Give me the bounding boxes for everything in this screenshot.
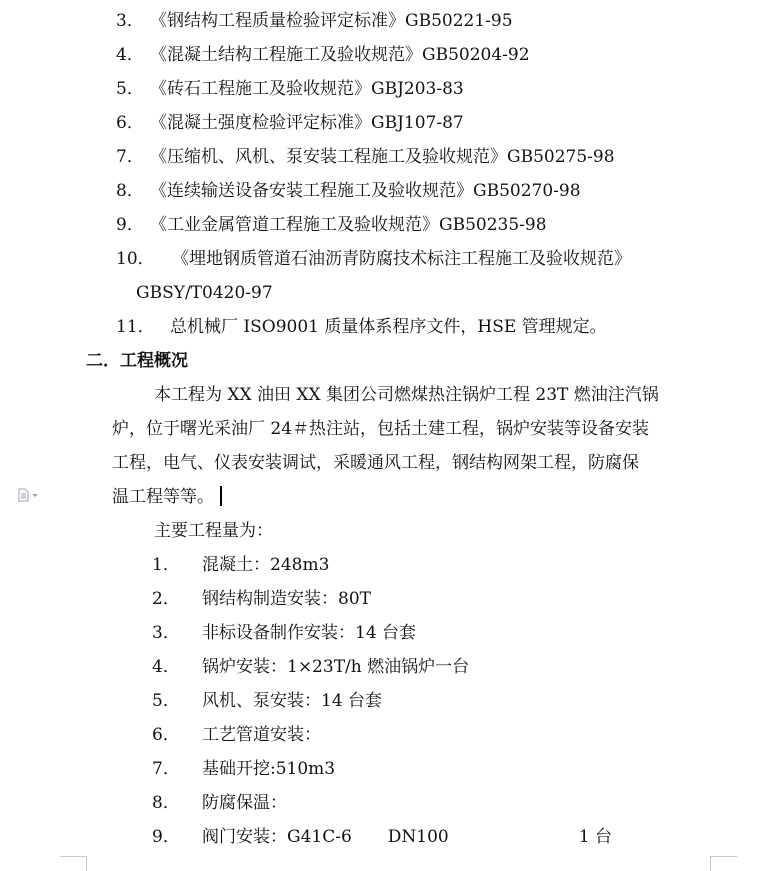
quantity-item: 2． 钢结构制造安装：80T (152, 589, 371, 609)
quantities-intro: 主要工程量为： (154, 521, 273, 541)
reference-item: 3． 《钢结构工程质量检验评定标准》GB50221-95 (116, 11, 513, 31)
reference-item-11: 11． 总机械厂 ISO9001 质量体系程序文件，HSE 管理规定。 (116, 317, 607, 337)
quantity-item-9: 9． 阀门安装：G41C-6 DN100 1 台 (152, 827, 612, 847)
reference-item: 5． 《砖石工程施工及验收规范》GBJ203-83 (116, 79, 464, 99)
reference-item-10: 10． 《埋地钢质管道石油沥青防腐技术标注工程施工及验收规范》 (116, 249, 631, 269)
quantity-item: 3． 非标设备制作安装：14 台套 (152, 623, 417, 643)
overview-paragraph-line: 工程，电气、仪表安装调试，采暖通风工程，钢结构网架工程，防腐保 (112, 453, 639, 473)
reference-item: 6． 《混凝土强度检验评定标准》GBJ107-87 (116, 113, 464, 133)
quantity-item: 1． 混凝土：248m3 (152, 555, 330, 575)
quantity-item: 7． 基础开挖:510m3 (152, 759, 336, 779)
reference-item: 9． 《工业金属管道工程施工及验收规范》GB50235-98 (116, 215, 547, 235)
reference-item-10-continuation: GBSY/T0420-97 (136, 283, 273, 303)
text-cursor (220, 486, 222, 506)
document-icon[interactable] (18, 488, 40, 502)
page-margin-mark-left (60, 856, 87, 871)
overview-paragraph-line[interactable]: 温工程等等。 (112, 486, 702, 508)
page-margin-mark-right (710, 856, 737, 871)
reference-item: 7． 《压缩机、风机、泵安装工程施工及验收规范》GB50275-98 (116, 147, 615, 167)
overview-paragraph-line: 本工程为 XX 油田 XX 集团公司燃煤热注锅炉工程 23T 燃油注汽锅 (154, 385, 659, 405)
quantity-item: 8． 防腐保温： (152, 793, 287, 813)
quantity-item: 6． 工艺管道安装： (152, 725, 321, 745)
quantity-item: 5． 风机、泵安装：14 台套 (152, 691, 383, 711)
section-heading: 二．工程概况 (86, 351, 188, 371)
quantity-item: 4． 锅炉安装：1×23T/h 燃油锅炉一台 (152, 657, 470, 677)
overview-paragraph-line: 炉，位于曙光采油厂 24＃热注站，包括土建工程，锅炉安装等设备安装 (112, 419, 650, 439)
reference-item: 8． 《连续输送设备安装工程施工及验收规范》GB50270-98 (116, 181, 581, 201)
reference-item: 4． 《混凝土结构工程施工及验收规范》GB50204-92 (116, 45, 530, 65)
